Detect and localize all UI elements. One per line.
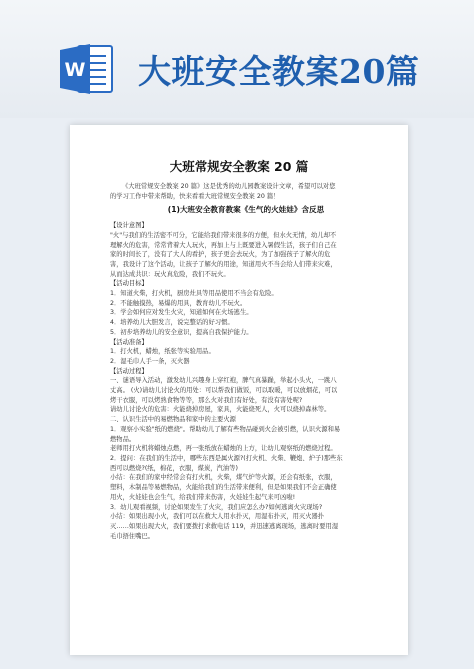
section-heading: 【活动准备】 [110, 338, 148, 346]
section-heading: 【活动过程】 [110, 367, 148, 375]
body-line: 请幼儿讨论火的危害：火能烧掉房屋，家具，火能烧死人，火可以烧掉森林等。 [110, 406, 331, 414]
body-line: 二、认识生活中的易燃物品和家中的主要火源 [110, 416, 236, 424]
body-line: 从而达成共识：玩火真危险，我们不玩火。 [110, 270, 230, 278]
body-line: 3．幼儿观看视频，讨论如果发生了火灾，我们应怎么办?如何逃离火灾现场? [110, 503, 323, 511]
body-line: 烤干衣服，可以烤熟食物等等，那么火对我们有好处，有没有害处呢? [110, 396, 303, 404]
header-banner [0, 0, 474, 118]
section-heading: 【活动目标】 [110, 280, 148, 288]
body-line: 燃物品。 [110, 435, 136, 443]
body-line: 3．学会如何应对发生火灾，知道如何在火场逃生。 [110, 309, 253, 317]
body-line: 用火，火娃娃也会生气，给我们带来伤害，火娃娃生起气来可凶啦! [110, 493, 296, 501]
body-line: 2．提问：在我们的生活中，哪些东西是属火源?(打火机、火柴、鞭炮、炉子)那些东 [110, 454, 343, 462]
body-line: 西可以燃烧?(纸，棉花，衣服，煤炭，汽油等) [110, 464, 238, 472]
body-line: 小结：在我们的家中经常会有打火机，火柴，煤气炉等火源，还会有纸张，衣服， [110, 474, 337, 482]
document-page [70, 125, 408, 655]
section-heading: 【设计意图】 [110, 222, 148, 230]
word-logo-icon [58, 42, 114, 96]
body-line: 小结：如果出现小火，我们可以在救大人用水扑灭，用湿布扑灭，用灭火器扑 [110, 513, 325, 521]
logo-letter: W [64, 59, 86, 81]
body-line: 1．知道火柴，打火机，厨房灶具等用品使用不当会有危险。 [110, 290, 278, 298]
body-line: 1．观察小实验"纸的燃烧"。帮助幼儿了解有些物品碰到火会被引燃，认识火源和易 [110, 425, 341, 433]
body-line: 1．打火机，蜡烛，纸张等实验用品。 [110, 348, 215, 356]
body-line: 灭……如果出现大火，我们要拨打求救电话 119，并迅速逃离现场，逃离时要用湿 [110, 522, 339, 530]
body-line: 4．培养幼儿大胆发言，说完整话的好习惯。 [110, 319, 234, 327]
body-line: 害，我设计了这个活动，让孩子了解火的用途，知道用火不当会给人们带来灾难， [110, 260, 337, 268]
document-title: 大班常规安全教案 20 篇 [169, 159, 309, 174]
body-line: 一、谜语导入活动，激发幼儿兴趣身上穿红袍，脾气真暴躁，举起小头火，一跳八 [110, 377, 337, 385]
document-subtitle: (1)大班安全教育教案《生气的火娃娃》含反思 [167, 205, 325, 215]
body-line: 老师用打火机将蜡烛点燃，再一张纸放在蜡烛的上方，让幼儿观察纸的燃烧过程。 [110, 445, 337, 453]
intro-line: 《大班常规安全教案 20 篇》这是优秀的幼儿园教案设计文章，希望可以对您 [122, 183, 336, 190]
body-line: "火"与我们的生活密不可分，它能给我们带来很多的方便，但水火无情，幼儿却不 [110, 231, 337, 239]
body-line: 理解火的危害，常常背着大人玩火，再加上与上既要进入暑假生活，孩子们自己在 [110, 241, 337, 249]
document-body [110, 182, 382, 541]
body-line: 2．湿毛巾人手一条，灭火器 [110, 357, 190, 365]
body-line: 家的时间长了，没有了大人的看护，孩子更会去玩火，为了加强孩子了解火的危 [110, 251, 331, 259]
body-line: 2．不能触摸热，易爆的用具，教育幼儿不玩火。 [110, 299, 247, 307]
body-line: 5．初步培养幼儿的安全意识，提高自我保护能力。 [110, 328, 253, 336]
intro-line: 的学习工作中带来帮助，快来看看大班常规安全教案 20 篇！ [110, 192, 280, 200]
body-line: 塑料，木制品等易燃物品，火能给我们的生活带来便利，但是如果我们不会正确使 [110, 484, 337, 492]
body-line: 毛巾捂住嘴巴。 [110, 532, 155, 540]
banner-title: 大班安全教案20篇 [138, 52, 420, 91]
body-line: 丈高。 (火)请幼儿讨论火的用处：可以帮我们做饭，可以取暖，可以放烟花，可以 [110, 387, 338, 395]
